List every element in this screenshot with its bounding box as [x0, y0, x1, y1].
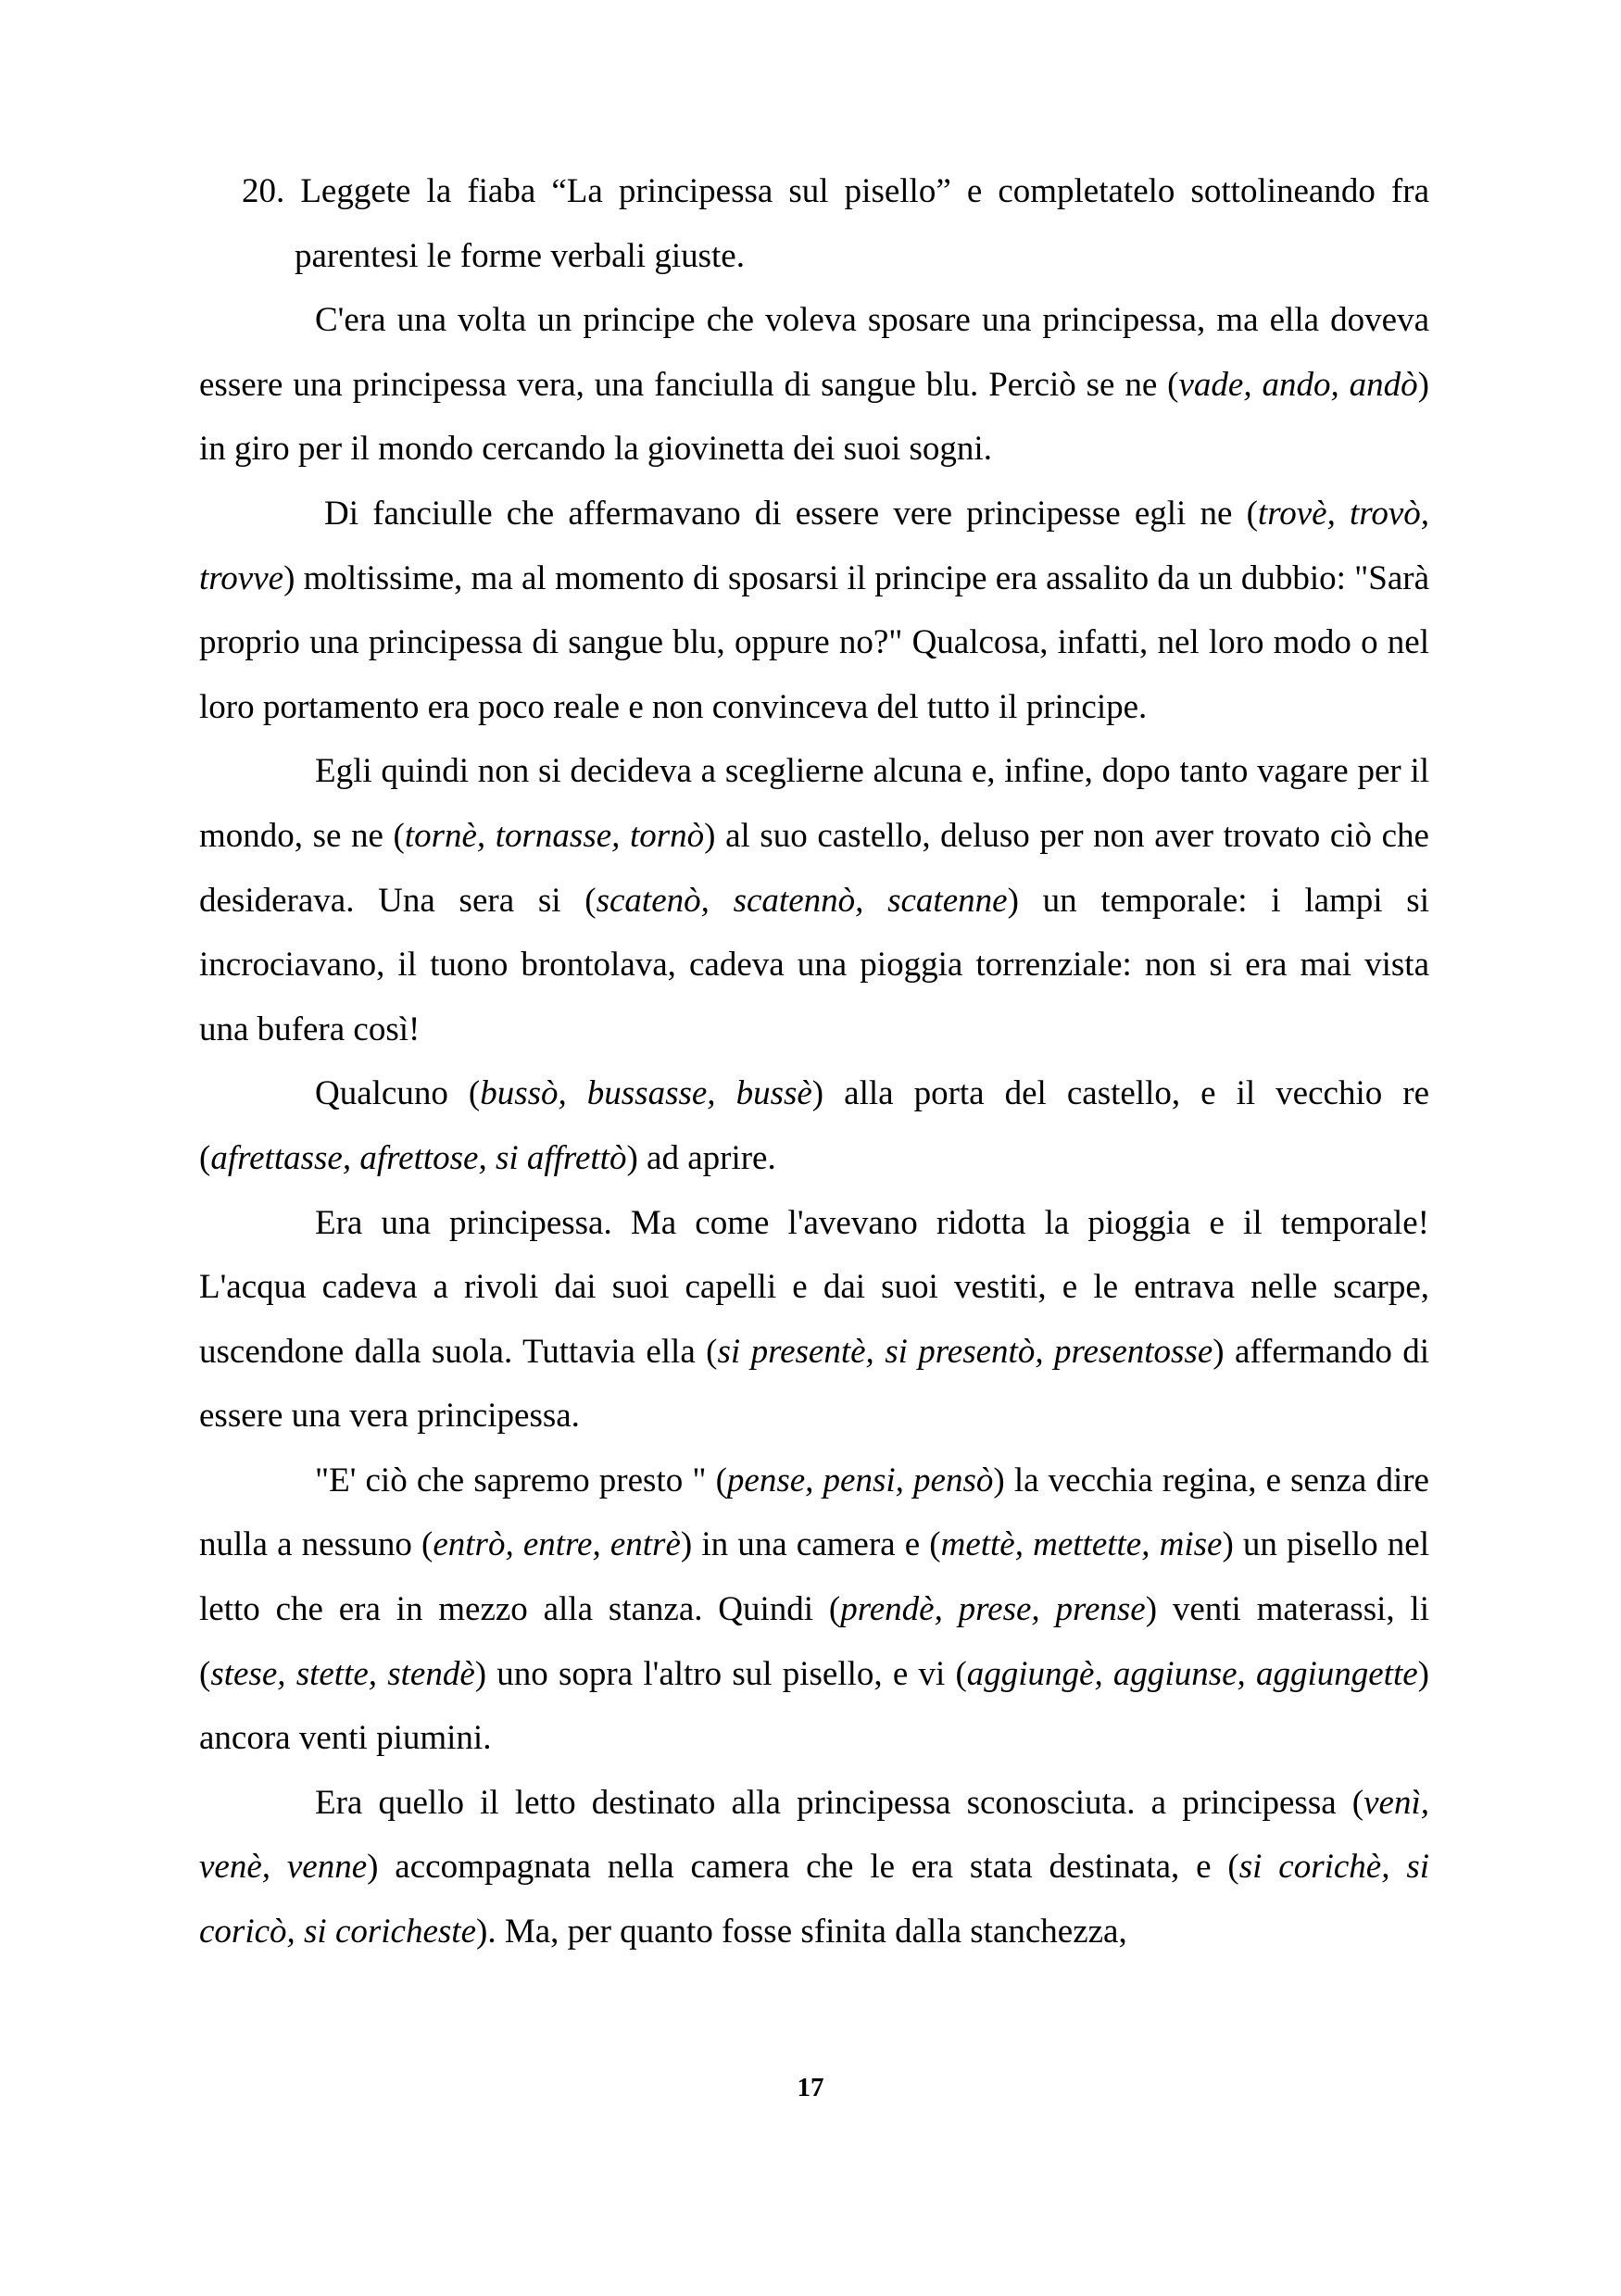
story-text: ) ancora venti piumini. — [199, 1654, 1429, 1758]
story-text: ) un temporale: i lampi si incrociavano, il tuono brontolava, cadeva una pioggia torrenziale: non si era mai vista una bufera così! — [199, 881, 1429, 1048]
story-text: Qualcuno ( — [315, 1074, 481, 1113]
story-text: ) affermando di essere una vera principessa. — [199, 1332, 1429, 1436]
verb-options: prendè, prese, prense — [840, 1590, 1146, 1629]
story-paragraph-5 — [199, 1191, 1429, 1449]
story-text: ) alla porta del castello, e il vecchio re ( — [199, 1074, 1429, 1177]
story-text: ) in giro per il mondo cercando la giovinetta dei suoi sogni. — [199, 365, 1429, 469]
story-text: ) accompagnata nella camera che le era stata destinata, e ( — [367, 1848, 1239, 1887]
verb-options: venì, venè, venne — [199, 1783, 1429, 1887]
story-text: Di fanciulle che affermavano di essere vere principesse egli ne ( — [324, 494, 1258, 533]
exercise-number: 20. — [242, 172, 285, 210]
page-body — [199, 159, 1429, 1964]
story-paragraph-3 — [199, 739, 1429, 1061]
story-text: ) in una camera e ( — [680, 1525, 941, 1564]
story-text: ) un pisello nel letto che era in mezzo alla stanza. Quindi ( — [199, 1525, 1430, 1629]
story-paragraph-7 — [199, 1771, 1429, 1964]
story-text: "E' ciò che sapremo presto " ( — [315, 1461, 727, 1499]
page-number: 17 — [797, 2073, 824, 2102]
story-text: ) al suo castello, deluso per non aver trovato ciò che desiderava. Una sera si ( — [199, 816, 1429, 920]
verb-options: tornè, tornasse, tornò — [404, 816, 705, 855]
story-text: Era una principessa. Ma come l'avevano ridotta la pioggia e il temporale! L'acqua cadeva a rivoli dai suoi capelli e dai suoi vestiti, e le entrava nelle scarpe, uscendone dalla suola. Tuttavia ella ( — [199, 1203, 1429, 1371]
verb-options: vade, ando, andò — [1178, 365, 1418, 404]
story-paragraph-2 — [199, 482, 1429, 739]
verb-options: trovè, trovò, trovve — [199, 494, 1429, 597]
story-text: ). Ma, per quanto fosse sfinita dalla stanchezza, — [476, 1913, 1127, 1951]
verb-options: scatenò, scatennò, scatenne — [596, 881, 1008, 920]
verb-options: si corichè, si coricò, si coricheste — [199, 1848, 1429, 1951]
story-paragraph-6 — [199, 1449, 1429, 1771]
exercise-text: Leggete la fiaba “La principessa sul pisello” e completatelo sottolineando fra parentesi le forme verbali giuste. — [284, 172, 1429, 275]
story-paragraph-1 — [199, 288, 1429, 482]
verb-options: entrò, entre, entrè — [433, 1525, 681, 1564]
exercise-instruction — [199, 159, 1429, 288]
verb-options: bussò, bussasse, bussè — [480, 1074, 812, 1113]
verb-options: mettè, mettette, mise — [940, 1525, 1223, 1564]
story-text: ) ad aprire. — [626, 1138, 776, 1177]
story-text: Egli quindi non si decideva a sceglierne alcuna e, infine, dopo tanto vagare per il mondo, se ne ( — [199, 752, 1429, 855]
verb-options: pense, pensi, pensò — [726, 1461, 994, 1499]
story-text: ) moltissime, ma al momento di sposarsi il principe era assalito da un dubbio: "Sarà proprio una principessa di sangue blu, oppure no?" Qualcosa, infatti, nel loro modo o nel loro portamento era poco reale e non convinceva del tutto il principe. — [199, 558, 1429, 726]
verb-options: aggiungè, aggiunse, aggiungette — [966, 1654, 1418, 1693]
verb-options: afrettasse, afrettose, si affrettò — [210, 1138, 627, 1177]
story-text: C'era una volta un principe che voleva sposare una principessa, ma ella doveva essere una principessa vera, una fanciulla di sangue blu. Perciò se ne ( — [199, 301, 1429, 404]
story-text: ) uno sopra l'altro sul pisello, e vi ( — [474, 1654, 967, 1693]
verb-options: si presentè, si presentò, presentosse — [717, 1332, 1213, 1371]
story-text: ) la vecchia regina, e senza dire nulla a nessuno ( — [199, 1461, 1429, 1564]
verb-options: stese, stette, stendè — [210, 1654, 475, 1693]
story-text: ) venti materassi, li ( — [199, 1590, 1429, 1693]
story-paragraph-4 — [199, 1061, 1429, 1190]
story-text: Era quello il letto destinato alla principessa sconosciuta. a principessa ( — [315, 1783, 1364, 1822]
